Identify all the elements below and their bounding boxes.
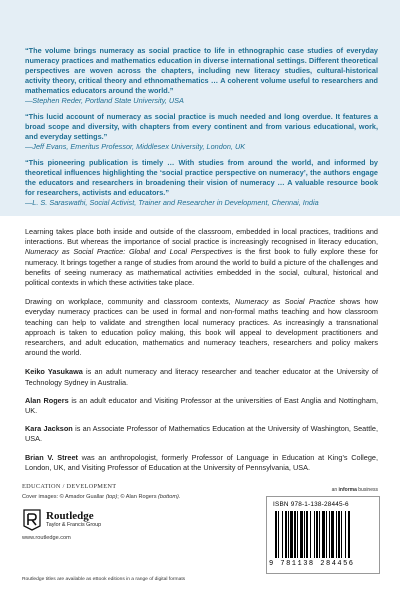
praise-quote-2	[25, 112, 378, 151]
barcode-bar	[331, 511, 334, 558]
quote-attribution: —L. S. Saraswathi, Social Activist, Trainer and Researcher in Development, Chennai, India	[25, 198, 319, 208]
informa-brand: informa	[338, 487, 357, 493]
barcode-bar	[314, 511, 315, 558]
praise-quote-3	[25, 158, 378, 207]
barcode-bar	[294, 511, 296, 558]
description-text: Learning takes place both inside and outside of the classroom, embedded in local practices, traditions and interactions. But whereas the importance of social practice is increasingly recognised in literacy education,	[25, 227, 378, 247]
isbn-number: ISBN 978-1-138-28445-6	[273, 501, 349, 508]
barcode-bar	[306, 511, 308, 558]
subject-category: EDUCATION / DEVELOPMENT	[22, 483, 117, 490]
ebook-note: Routledge titles are available as eBook editions in a range of digital formats	[22, 577, 186, 582]
quote-attribution: —Stephen Reder, Portland State University, USA	[25, 95, 184, 105]
author-name: Keiko Yasukawa	[25, 367, 83, 377]
description-text: shows how everyday numeracy practices can be used in formal and non-formal maths teaching and how classroom teaching can help to validate and strengthen local numeracy practices. As increasingly a transnational approach is taken to education policy making, this book will appeal to development practitioners and researchers, and adult education, mathematics and numeracy teachers, researchers and policy makers around the world.	[25, 297, 378, 358]
informa-business	[332, 487, 378, 493]
barcode-bar	[288, 511, 289, 558]
author-name: Kara Jackson	[25, 424, 73, 434]
quote-attribution: —Jeff Evans, Emeritus Professor, Middlesex University, London, UK	[25, 141, 246, 151]
publisher-website[interactable]: www.routledge.com	[22, 535, 71, 541]
barcode-bar	[329, 511, 330, 558]
cover-credits	[22, 494, 180, 500]
description-text: is the first book to fully explore these for numeracy. It brings together a range of studies from around the world to build a picture of the challenges and benefits of seeing numeracy as mathematical activities embedded in the social, cultural, historical and political contexts in which these activities take place.	[25, 247, 378, 288]
barcode-bar	[285, 511, 287, 558]
author-name: Alan Rogers	[25, 395, 69, 405]
description-paragraph-1	[25, 227, 378, 288]
author-bio-4	[25, 453, 378, 473]
barcode-bar	[297, 511, 298, 558]
quote-text: “This lucid account of numeracy as social practice is much needed and long overdue. It features a broad scope and diversity, with chapters from every continent and from various educational, work, and everyday settings.”	[25, 112, 378, 141]
barcode-bar	[282, 511, 283, 558]
quote-text: “This pioneering publication is timely … With studies from around the world, and informed by theoretical influences highlighting the ‘social practice perspective on numeracy’, the authors engage the educators and researchers in broadening their vision of numeracy … A valuable resource book for researchers, activists and educators.”	[25, 158, 378, 198]
credits-top: (top)	[105, 494, 118, 500]
barcode-bar	[310, 511, 311, 558]
praise-quote-1	[25, 46, 378, 105]
informa-text: an	[331, 487, 339, 493]
author-bio-3	[25, 424, 378, 444]
publisher-logo	[22, 509, 101, 531]
book-title-inline: Numeracy as Social Practice	[235, 297, 336, 307]
barcode-bar	[338, 511, 340, 558]
barcode-bar	[278, 511, 279, 558]
credits-text: ; © Alan Rogers	[117, 494, 159, 500]
book-title-inline: Numeracy as Social Practice: Global and Local Perspectives	[25, 247, 233, 257]
barcode-bar	[304, 511, 305, 558]
barcode-bar	[345, 511, 346, 558]
description-text: Drawing on workplace, community and classroom contexts,	[25, 297, 236, 307]
barcode-bar	[336, 511, 337, 558]
barcode-bar	[326, 511, 327, 558]
barcode-bar	[322, 511, 325, 558]
barcode-bar	[300, 511, 303, 558]
author-bio-text: is an Associate Professor of Mathematics Education at the University of Washington, Seattle, USA.	[25, 424, 378, 444]
praise-panel	[0, 0, 400, 216]
routledge-logo-icon	[22, 509, 42, 531]
author-name: Brian V. Street	[25, 452, 78, 462]
quote-text: “The volume brings numeracy as social practice to life in ethnographic case studies of everyday numeracy practices and mathematics education in diverse international settings. Different theoretical perspectives are woven across the chapters, including new literacy studies, cultural-historical activity theory, critical theory and ethnomathematics … A coherent volume useful to researchers and mathematics educators around the world.”	[25, 46, 378, 95]
publisher-name-block	[46, 511, 101, 529]
credits-text: Cover images: © Amador Guallar	[22, 494, 106, 500]
publisher-name: Routledge	[46, 510, 94, 522]
author-bio-2	[25, 396, 378, 416]
author-bio-1	[25, 367, 378, 387]
informa-text: business	[356, 487, 378, 493]
publisher-subtitle: Taylor & Francis Group	[46, 522, 102, 528]
barcode-digits: 9 781138 284456	[269, 560, 355, 568]
credits-bottom: (bottom).	[158, 494, 181, 500]
barcode-bar	[348, 511, 350, 558]
barcode-bar	[275, 511, 277, 558]
barcode-bar	[316, 511, 318, 558]
barcode-bar	[341, 511, 342, 558]
author-bio-text: was an anthropologist, formerly Professor of Language in Education at King’s College, London, UK, and Visiting Professor of Education at the University of Pennsylvania, USA.	[25, 452, 378, 472]
barcode-bar	[319, 511, 320, 558]
book-description	[25, 227, 378, 481]
praise-quotes	[25, 46, 378, 215]
barcode-bar	[290, 511, 293, 558]
author-bio-text: is an adult numeracy and literacy researcher and teacher educator at the University of Technology Sydney in Australia.	[25, 367, 378, 387]
barcode-icon	[271, 511, 375, 563]
description-paragraph-2	[25, 297, 378, 358]
author-bio-text: is an adult educator and Visiting Professor at the universities of East Anglia and Nottingham, UK.	[25, 395, 378, 416]
isbn-barcode-box	[266, 496, 380, 574]
